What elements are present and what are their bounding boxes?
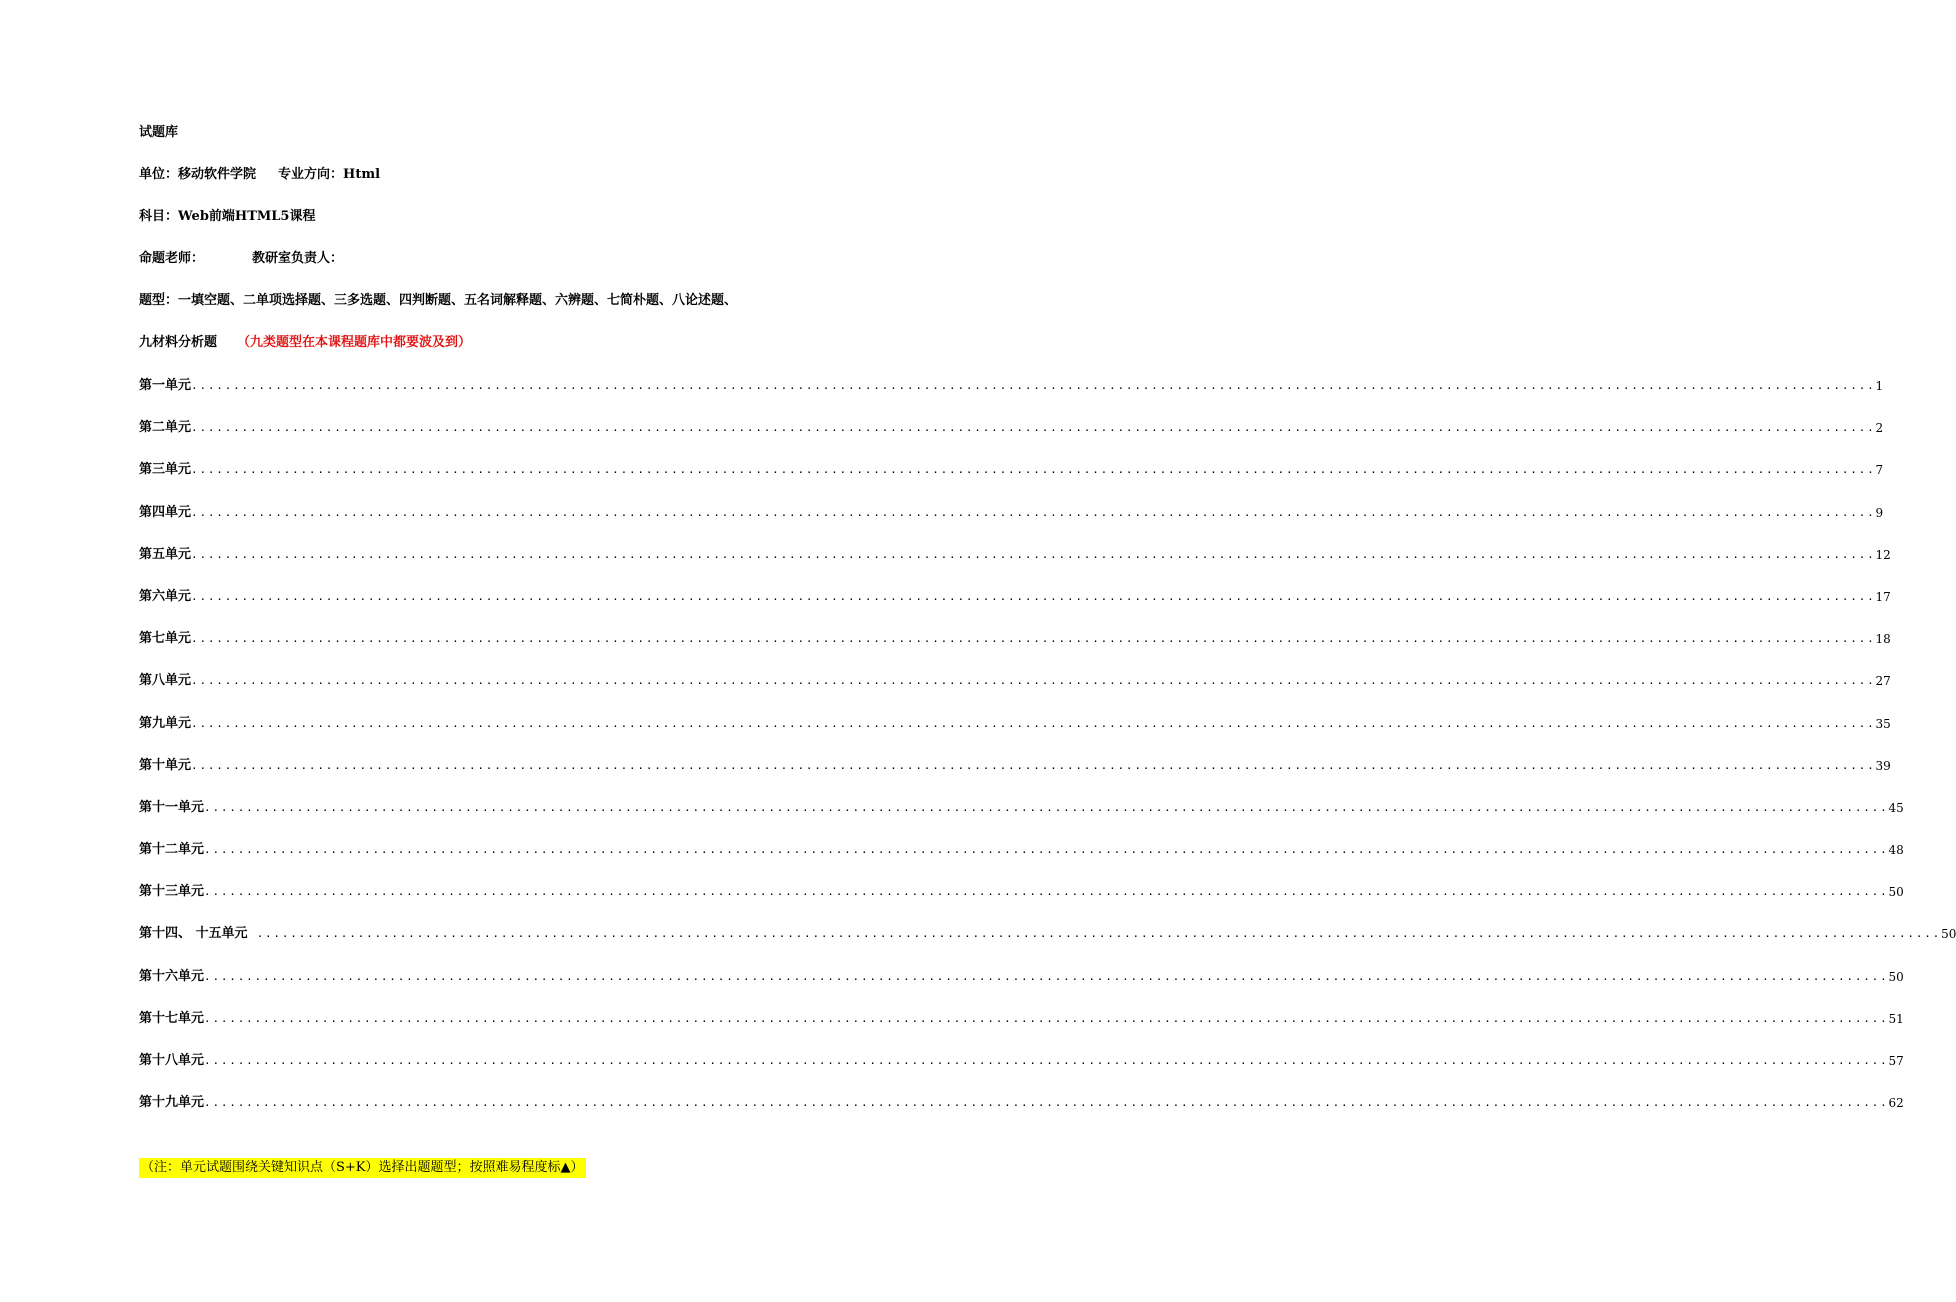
toc-entry-title: 第四单元 (139, 504, 192, 520)
toc-entry-page-number: 27 (1875, 674, 1891, 689)
toc-entry[interactable] (139, 460, 1884, 502)
toc-entry-page-number: 48 (1888, 843, 1904, 858)
question-types-note: （九类题型在本课程题库中都要波及到） (237, 335, 472, 350)
toc-entry[interactable] (139, 587, 1891, 629)
toc-entry-page-number: 51 (1888, 1011, 1904, 1026)
toc-dot-leader: ........................................................................................................................................................................................................ (191, 379, 1876, 392)
toc-entry-page-number: 50 (1888, 969, 1904, 984)
toc-entry[interactable] (139, 376, 1884, 418)
toc-dot-leader: ........................................................................................................................................................................................................ (191, 716, 1876, 730)
toc-dot-leader: ........................................................................................................................................................................................................ (191, 589, 1876, 603)
toc-entry-title: 第三单元 (139, 462, 192, 478)
toc-entry-page-number: 9 (1875, 505, 1884, 520)
toc-entry[interactable] (139, 1051, 1904, 1093)
toc-entry-page-number: 45 (1888, 800, 1904, 815)
toc-dot-leader: ........................................................................................................................................................................................................ (191, 463, 1876, 477)
toc-entry[interactable] (139, 798, 1904, 840)
toc-entry-title: 第十四、 十五单元 (139, 926, 257, 942)
unit-value: 移动软件学院 (178, 167, 257, 182)
toc-entry-page-number: 50 (1941, 927, 1956, 942)
toc-entry-page-number: 17 (1875, 589, 1891, 604)
major-value: Html (343, 167, 381, 182)
question-types-line-1: 题型：一填空题、二单项选择题、三多选题、四判断题、五名词解释题、六辨题、七简朴题、八论述题、 (139, 293, 738, 308)
toc-dot-leader: ........................................................................................................................................................................................................ (191, 674, 1876, 688)
toc-entry-page-number: 39 (1875, 758, 1891, 773)
toc-entry-page-number: 12 (1875, 547, 1891, 562)
toc-dot-leader: ........................................................................................................................................................................................................ (191, 632, 1876, 646)
unit-label: 单位： (139, 167, 179, 182)
toc-entry-page-number: 57 (1888, 1054, 1904, 1068)
toc-entry[interactable] (139, 967, 1904, 1009)
toc-entry[interactable] (139, 840, 1904, 882)
toc-dot-leader: ........................................................................................................................................................................................................ (204, 969, 1889, 983)
author-line (139, 249, 343, 269)
toc-dot-leader: ........................................................................................................................................................................................................ (204, 843, 1889, 857)
toc-dot-leader: ........................................................................................................................................................................................................ (204, 885, 1889, 899)
question-types-continuation: 九材料分析题 (139, 335, 218, 350)
toc-dot-leader: ........................................................................................................................................................................................................ (191, 505, 1876, 519)
toc-entry-page-number: 2 (1875, 421, 1884, 436)
author-label: 命题老师： (139, 251, 205, 266)
question-types-line-2 (139, 333, 471, 353)
toc-entry-title: 第十一单元 (139, 799, 205, 815)
table-of-contents (139, 376, 1956, 1135)
toc-entry-title: 第十二单元 (139, 842, 205, 858)
toc-dot-leader: ........................................................................................................................................................................................................ (204, 800, 1889, 814)
toc-entry[interactable] (139, 756, 1891, 798)
toc-entry-page-number: 35 (1875, 716, 1891, 731)
subject-value: Web前端HTML5课程 (178, 209, 316, 224)
toc-entry[interactable] (139, 545, 1891, 587)
toc-dot-leader: ........................................................................................................................................................................................................ (191, 758, 1876, 772)
document-title: 试题库 (139, 125, 179, 140)
toc-entry-title: 第二单元 (139, 420, 192, 436)
toc-dot-leader: ........................................................................................................................................................................................................ (191, 421, 1876, 435)
toc-entry-title: 第十单元 (139, 757, 192, 773)
toc-entry[interactable] (139, 671, 1891, 713)
toc-dot-leader: ........................................................................................................................................................................................................ (191, 547, 1876, 561)
toc-dot-leader: ........................................................................................................................................................................................................ (204, 1054, 1889, 1067)
unit-line (139, 165, 380, 185)
toc-entry-page-number: 18 (1875, 632, 1891, 647)
toc-entry-title: 第六单元 (139, 588, 192, 604)
toc-entry-title: 第十七单元 (139, 1010, 205, 1026)
subject-line (139, 207, 315, 227)
toc-entry-page-number: 7 (1875, 463, 1884, 478)
toc-dot-leader: ........................................................................................................................................................................................................ (256, 927, 1942, 941)
major-label: 专业方向： (278, 167, 344, 182)
toc-entry[interactable] (139, 418, 1884, 460)
toc-entry-title: 第五单元 (139, 546, 192, 562)
toc-entry-title: 第十八单元 (139, 1053, 205, 1068)
toc-entry[interactable] (139, 503, 1884, 545)
toc-entry[interactable] (139, 924, 1956, 966)
toc-entry-title: 第八单元 (139, 673, 192, 689)
toc-entry[interactable] (139, 714, 1891, 756)
director-label: 教研室负责人： (252, 251, 344, 266)
toc-entry-title: 第十六单元 (139, 968, 205, 984)
toc-entry-title: 第九单元 (139, 715, 192, 731)
toc-dot-leader: ........................................................................................................................................................................................................ (204, 1011, 1889, 1025)
toc-entry-title: 第一单元 (139, 378, 192, 393)
toc-entry[interactable] (139, 629, 1891, 671)
toc-dot-leader: ........................................................................................................................................................................................................ (204, 1096, 1889, 1110)
toc-entry[interactable] (139, 1093, 1904, 1135)
toc-entry-title: 第七单元 (139, 631, 192, 647)
toc-entry[interactable] (139, 1009, 1904, 1051)
toc-entry-title: 第十三单元 (139, 884, 205, 900)
highlighted-note: （注：单元试题围绕关键知识点（S+K）选择出题题型；按照难易程度标▲） (139, 1158, 586, 1178)
toc-entry-title: 第十九单元 (139, 1095, 205, 1111)
toc-entry[interactable] (139, 882, 1904, 924)
subject-label: 科目： (139, 209, 179, 224)
toc-entry-page-number: 62 (1888, 1096, 1904, 1111)
toc-entry-page-number: 50 (1888, 885, 1904, 900)
toc-entry-page-number: 1 (1875, 379, 1884, 393)
